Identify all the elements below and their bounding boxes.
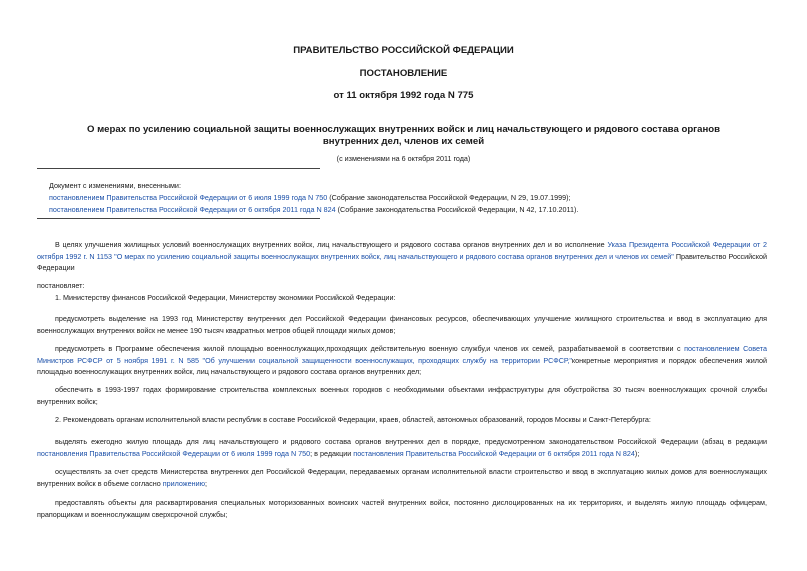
item-1-heading: 1. Министерству финансов Российской Федерации, Министерству экономики Российской Федерации: [55, 293, 396, 302]
appendix-link[interactable]: приложению [162, 478, 205, 488]
divider-top [37, 168, 320, 169]
item-2-a-start: выделять ежегодно жилую площадь для лиц начальствующего и рядового состава органов внутренних дел в порядке, предусмотренном законодательством Российской Федерации (абзац в редакции [55, 437, 767, 446]
presidential-decree-link[interactable]: Указа Президента Российской Федерации от 2 октября 1992 г. N 1153 "О мерах по усилению социальной защиты военнослужащих внутренних войск, лиц начальствующего и рядового состава органов внутренних дел и членов их семей" [37, 240, 768, 261]
resolves-text: постановляет: [37, 281, 85, 290]
amendment-note: (с изменениями на 6 октября 2011 года) [336, 154, 471, 163]
document-title: О мерах по усилению социальной защиты военнослужащих внутренних войск и лиц начальствующего и рядового состава органов внутренних дел, членов их семей [86, 124, 721, 147]
doc-type-heading: ПОСТАНОВЛЕНИЕ [359, 68, 448, 79]
divider-bottom [37, 218, 320, 219]
preamble-end: Правительство Российской Федерации [37, 251, 768, 272]
item-2-a-mid: ; в редакции [310, 448, 354, 458]
change-item [49, 204, 578, 216]
government-heading: ПРАВИТЕЛЬСТВО РОССИЙСКОЙ ФЕДЕРАЦИИ [293, 45, 514, 56]
item-2-a-end: ); [634, 448, 640, 458]
date-number-heading: от 11 октября 1992 года N 775 [333, 90, 474, 101]
resolution-2011-link[interactable]: постановления Правительства Российской Федерации от 6 октября 2011 года N 824 [353, 448, 635, 458]
item-2-b-end: ; [204, 478, 207, 488]
changes-intro: Документ с изменениями, внесенными: [49, 181, 181, 190]
item-1-c: обеспечить в 1993-1997 годах формирование строительства комплексных военных городков с необходимыми объектами инфраструктуры для обустройства 30 тысяч военнослужащих срочной службы внутренних войск; [37, 385, 767, 406]
item-2-a [37, 436, 767, 459]
change-rest-1999: (Собрание законодательства Российской Федерации, N 29, 19.07.1999); [327, 193, 571, 202]
change-link-2011[interactable]: постановлением Правительства Российской Федерации от 6 октября 2011 года N 824 [49, 205, 336, 214]
preamble-paragraph [37, 239, 767, 274]
item-1-a: предусмотреть выделение на 1993 год Министерству внутренних дел Российской Федерации финансовых ресурсов, обеспечивающих улучшение жилищного строительства и ввод в эксплуатацию для военнослужащих внутренних войск не менее 190 тысяч квадратных метров общей площади жилых домов; [37, 314, 767, 335]
resolution-1999-link[interactable]: постановления Правительства Российской Федерации от 6 июля 1999 года N 750 [37, 448, 311, 458]
change-link-1999[interactable]: постановлением Правительства Российской Федерации от 6 июля 1999 года N 750 [49, 193, 328, 202]
item-1-b [37, 343, 767, 378]
item-2-heading: 2. Рекомендовать органам исполнительной власти республик в составе Российской Федерации, краев, областей, автономных образований, городов Москвы и Санкт-Петербурга: [55, 415, 651, 424]
rsfsr-resolution-link[interactable]: постановлением Совета Министров РСФСР от 5 ноября 1991 г. N 585 "Об улучшении социальной защищенности военнослужащих, проходящих службу на территории РСФСР," [37, 344, 767, 365]
change-rest-2011: (Собрание законодательства Российской Федерации, N 42, 17.10.2011). [335, 205, 579, 214]
item-1-b-start: предусмотреть в Программе обеспечения жилой площадью военнослужащих,проходящих действительную военную службу,и членов их семей, разрабатываемой в соответствии с [55, 344, 685, 353]
change-item [49, 192, 570, 204]
item-2-b-start: осуществлять за счет средств Министерства внутренних дел Российской Федерации, передаваемых органам исполнительной власти строительство и ввод в эксплуатацию жилых домов для военнослужащих внутренних войск в объеме согласно [37, 467, 767, 488]
item-2-c: предоставлять объекты для расквартирования специальных моторизованных воинских частей внутренних войск, постоянно дислоцированных на их территориях, и выделять жилую площадь офицерам, прапорщикам и военнослужащим сверхсрочной службы; [37, 498, 767, 519]
item-2-b [37, 466, 767, 489]
item-1-b-end: конкретные мероприятия и порядок обеспечения жилой площадью военнослужащих внутренних войск, лиц начальствующего и рядового состава органов внутренних дел; [37, 355, 767, 376]
preamble-start: В целях улучшения жилищных условий военнослужащих внутренних войск, лиц начальствующего и рядового состава органов внутренних дел и во исполнение [55, 240, 608, 249]
